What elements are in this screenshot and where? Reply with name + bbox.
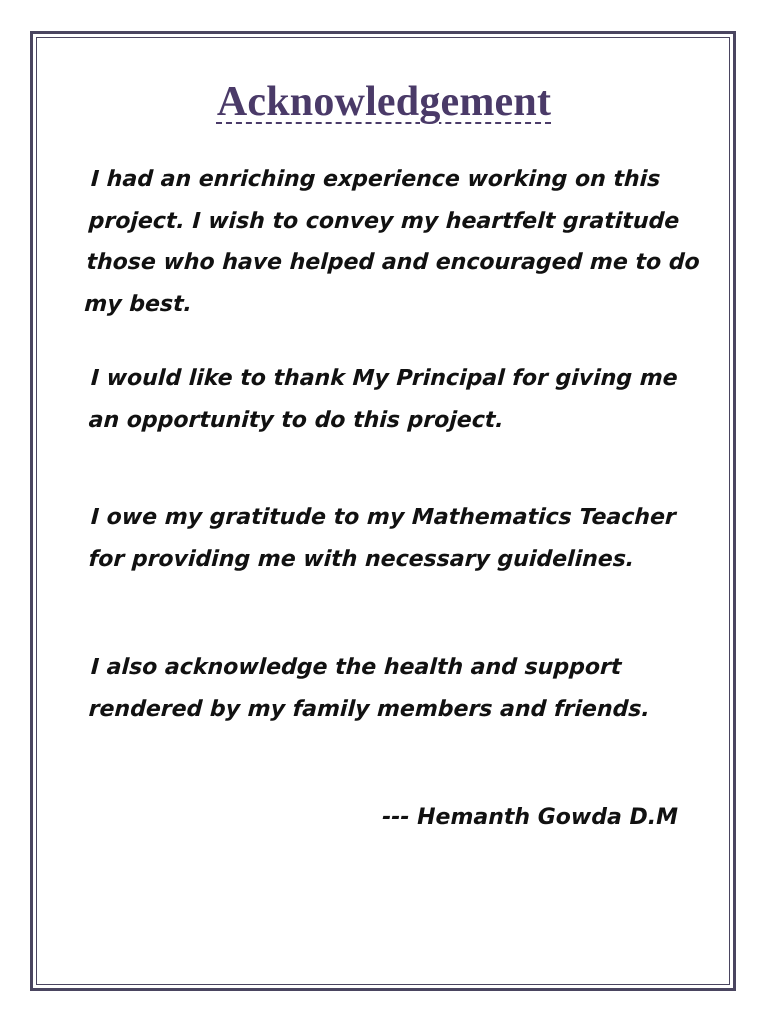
page-title-text: Acknowledgement	[216, 79, 552, 126]
paragraph-line: I also acknowledge the health and support	[90, 655, 623, 680]
paragraph-teacher	[88, 497, 682, 580]
signature: --- Hemanth Gowda D.M	[382, 805, 678, 830]
page-title	[0, 78, 768, 126]
paragraph-experience	[83, 159, 701, 325]
paragraph-line: I had an enriching experience working on this	[90, 167, 661, 192]
paragraph-line: an opportunity to do this project.	[88, 407, 505, 433]
paragraph-line: I would like to thank My Principal for giving me	[90, 366, 679, 391]
paragraph-line: for providing me with necessary guidelines.	[88, 546, 635, 572]
paragraph-line: those who have helped and encouraged me to do	[85, 250, 701, 275]
paragraph-line: my best.	[83, 291, 193, 317]
paragraph-family	[88, 647, 682, 730]
paragraph-line: rendered by my family members and friends.	[88, 696, 651, 722]
paragraph-line: I owe my gratitude to my Mathematics Teacher	[90, 505, 677, 530]
paragraph-principal	[88, 358, 682, 441]
paragraph-line: project. I wish to convey my heartfelt gratitude	[88, 208, 680, 234]
